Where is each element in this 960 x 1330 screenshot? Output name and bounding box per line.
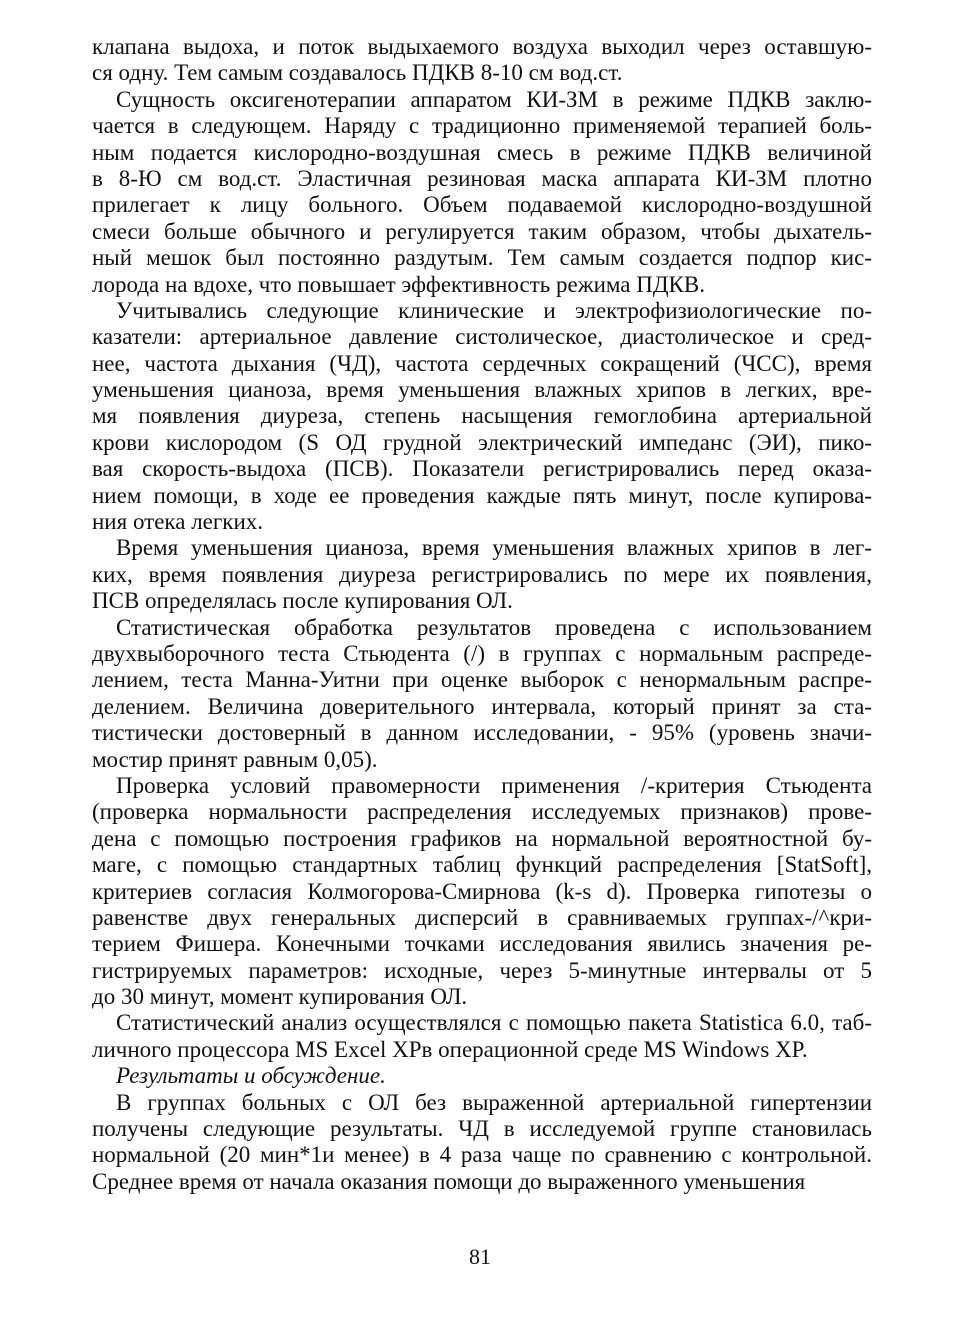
text-line: маге, с помощью стандартных таблиц функций распределения [StatSoft], xyxy=(92,852,872,878)
paragraph xyxy=(92,615,872,773)
text-line: лением, теста Манна-Уитни при оценке выборок с ненормальным распре- xyxy=(92,667,872,693)
text-line: смеси больше обычного и регулируется таким образом, чтобы дыхатель- xyxy=(92,218,872,244)
text-line: вая скорость-выдоха (ПСВ). Показатели регистрировались перед оказа- xyxy=(92,456,872,482)
text-line: Результаты и обсуждение. xyxy=(116,1063,386,1089)
text-line: нормальной (20 мин*1и менее) в 4 раза чаще по сравнению с контрольной. xyxy=(92,1142,872,1168)
text-line: клапана выдоха, и поток выдыхаемого воздуха выходил через оставшую- xyxy=(92,34,872,59)
text-line: ным подается кислородно-воздушная смесь в режиме ПДКВ величиной xyxy=(92,139,872,165)
paragraph xyxy=(92,298,872,536)
text-line: Среднее время от начала оказания помощи до выраженного уменьшения xyxy=(92,1168,806,1194)
text-line: двухвыборочного теста Стьюдента (/) в группах с нормальным распреде- xyxy=(92,640,872,666)
text-line: Статистическая обработка результатов проведена с использованием xyxy=(116,614,872,640)
paragraph xyxy=(92,535,872,614)
page-number: 81 xyxy=(469,1244,491,1269)
text-line: Учитывались следующие клинические и электрофизиологические по- xyxy=(116,297,872,323)
text-line: ся одну. Тем самым создавалось ПДКВ 8-10 см вод.ст. xyxy=(92,60,623,86)
text-line: мя появления диуреза, степень насыщения гемоглобина артериальной xyxy=(92,403,872,429)
text-line: казатели: артериальное давление систолическое, диастолическое и сред- xyxy=(92,324,872,350)
text-line: Время уменьшения цианоза, время уменьшения влажных хрипов в лег- xyxy=(116,535,872,561)
text-line: тистически достоверный в данном исследовании, - 95% (уровень значи- xyxy=(92,720,872,746)
text-line: прилегает к лицу больного. Объем подаваемой кислородно-воздушной xyxy=(92,192,872,218)
text-line: мостиp принят равным 0,05). xyxy=(92,746,378,772)
text-line: Сущность оксигенотерапии аппаратом КИ-ЗМ в режиме ПДКВ заклю- xyxy=(116,86,872,112)
text-line: до 30 минут, момент купирования ОЛ. xyxy=(92,984,468,1010)
text-line: равенстве двух генеральных дисперсий в сравниваемых группах-/^кри- xyxy=(92,904,872,930)
paragraph xyxy=(92,1090,872,1196)
text-line: ПСВ определялась после купирования ОЛ. xyxy=(92,588,513,614)
text-line: получены следующие результаты. ЧД в исследуемой группе становилась xyxy=(92,1116,872,1142)
text-line: критериев согласия Колмогорова-Смирнова (k-s d). Проверка гипотезы о xyxy=(92,878,872,904)
paragraph xyxy=(92,87,872,298)
text-line: делением. Величина доверительного интервала, который принят за ста- xyxy=(92,693,872,719)
paragraph xyxy=(92,34,872,87)
text-line: крови кислородом (S ОД грудной электрический импеданс (ЭИ), пико- xyxy=(92,429,872,455)
text-line: чается в следующем. Наряду с традиционно применяемой терапией боль- xyxy=(92,113,872,139)
text-line: В группах больных с ОЛ без выраженной артериальной гипертензии xyxy=(116,1089,872,1115)
text-line: дена с помощью построения графиков на нормальной вероятностной бу- xyxy=(92,825,872,851)
text-line: ния отека легких. xyxy=(92,509,264,535)
text-line: терием Фишера. Конечными точками исследования явились значения ре- xyxy=(92,931,872,957)
text-line: Проверка условий правомерности применения /-критерия Стьюдента xyxy=(116,772,872,798)
text-line: (проверка нормальности распределения исследуемых признаков) прове- xyxy=(92,799,872,825)
text-line: Статистический анализ осуществлялся с помощью пакета Statistica 6.0, таб- xyxy=(116,1010,872,1036)
section-heading xyxy=(92,1063,872,1089)
text-line: в 8-Ю см вод.ст. Эластичная резиновая маска аппарата КИ-ЗМ плотно xyxy=(92,165,872,191)
text-line: ких, время появления диуреза регистрировались по мере их появления, xyxy=(92,561,872,587)
text-line: гистрируемых параметров: исходные, через 5-минутные интервалы от 5 xyxy=(92,957,872,983)
text-line: нием помощи, в ходе ее проведения каждые пять минут, после купирова- xyxy=(92,482,872,508)
text-line: личного процессора MS Excel XPв операционной среде MS Windows XP. xyxy=(92,1036,808,1062)
paragraph xyxy=(92,773,872,1011)
text-line: нее, частота дыхания (ЧД), частота сердечных сокращений (ЧСС), время xyxy=(92,350,872,376)
text-line: ный мешок был постоянно раздутым. Тем самым создается подпор кис- xyxy=(92,245,872,271)
text-line: лорода на вдохе, что повышает эффективность режима ПДКВ. xyxy=(92,271,705,297)
body-text xyxy=(92,34,872,1195)
text-line: уменьшения цианоза, время уменьшения влажных хрипов в легких, вре- xyxy=(92,377,872,403)
paragraph xyxy=(92,1010,872,1063)
